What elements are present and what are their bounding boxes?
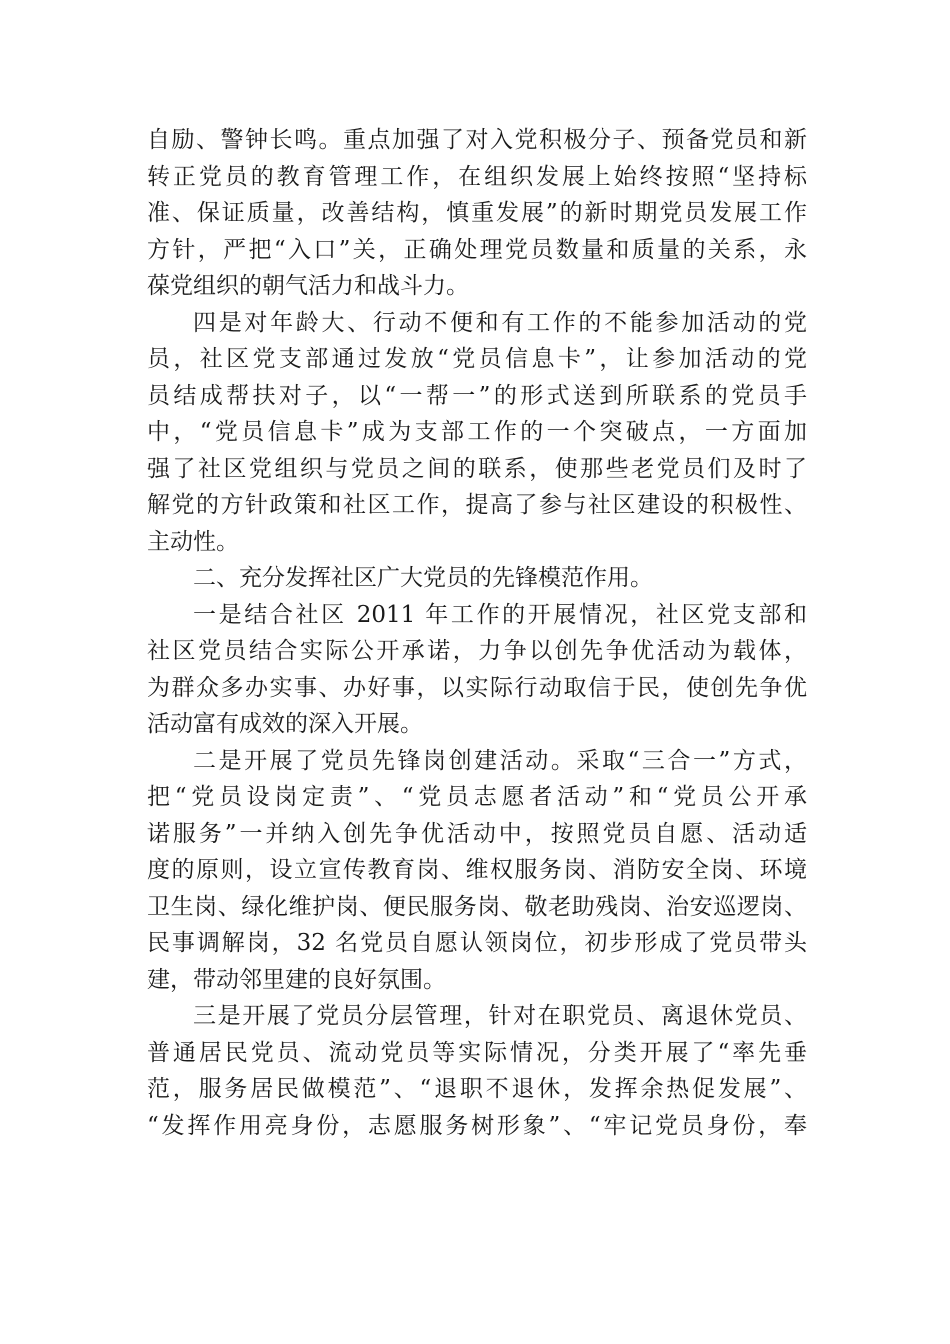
text-line: 方针，严把“入口”关，正确处理党员数量和质量的关系，永 — [147, 236, 807, 263]
text-line: 社区党员结合实际公开承诺，力争以创先争优活动为载体， — [147, 638, 807, 664]
paragraph-first-line: 三是开展了党员分层管理，针对在职党员、离退休党员、 — [193, 1003, 807, 1029]
text-line: 中，“党员信息卡”成为支部工作的一个突破点，一方面加 — [147, 419, 807, 445]
text-line: “发挥作用亮身份，志愿服务树形象”、“牢记党员身份，奉 — [147, 1112, 807, 1139]
text-line: 诺服务”一并纳入创先争优活动中，按照党员自愿、活动适 — [147, 820, 807, 847]
text-line: 把“党员设岗定责”、“党员志愿者活动”和“党员公开承 — [147, 784, 807, 810]
document-body — [147, 122, 807, 1144]
text-line: 员，社区党支部通过发放“党员信息卡”，让参加活动的党 — [147, 346, 807, 372]
paragraph-first-line: 四是对年龄大、行动不便和有工作的不能参加活动的党 — [193, 309, 807, 336]
text-line: 解党的方针政策和社区工作，提高了参与社区建设的积极性、 — [147, 492, 807, 518]
text-line: 转正党员的教育管理工作，在组织发展上始终按照“坚持标 — [147, 163, 807, 190]
text-line: 度的原则，设立宣传教育岗、维权服务岗、消防安全岗、环境 — [147, 857, 807, 883]
text-line: 强了社区党组织与党员之间的联系，使那些老党员们及时了 — [147, 455, 807, 482]
paragraph-first-line: 二是开展了党员先锋岗创建活动。采取“三合一”方式， — [193, 747, 807, 774]
text-line: 民事调解岗，32 名党员自愿认领岗位，初步形成了党员带头 — [147, 930, 807, 956]
text-line: 主动性。 — [147, 528, 239, 555]
text-line: 普通居民党员、流动党员等实际情况，分类开展了“率先垂 — [147, 1039, 807, 1066]
text-line: 卫生岗、绿化维护岗、便民服务岗、敬老助残岗、治安巡逻岗、 — [147, 893, 807, 920]
text-line: 活动富有成效的深入开展。 — [147, 711, 423, 737]
section-heading: 二、充分发挥社区广大党员的先锋模范作用。 — [193, 565, 653, 591]
text-line: 范，服务居民做模范”、“退职不退休，发挥余热促发展”、 — [147, 1076, 807, 1102]
paragraph-first-line: 一是结合社区 2011 年工作的开展情况，社区党支部和 — [193, 601, 807, 628]
text-line: 自励、警钟长鸣。重点加强了对入党积极分子、预备党员和新 — [147, 127, 807, 153]
text-line: 建，带动邻里建的良好氛围。 — [147, 966, 446, 993]
text-line: 为群众多办实事、办好事，以实际行动取信于民，使创先争优 — [147, 674, 807, 701]
text-line: 葆党组织的朝气活力和战斗力。 — [147, 273, 469, 299]
text-line: 员结成帮扶对子，以“一帮一”的形式送到所联系的党员手 — [147, 382, 807, 409]
text-line: 准、保证质量，改善结构，慎重发展”的新时期党员发展工作 — [147, 200, 807, 226]
